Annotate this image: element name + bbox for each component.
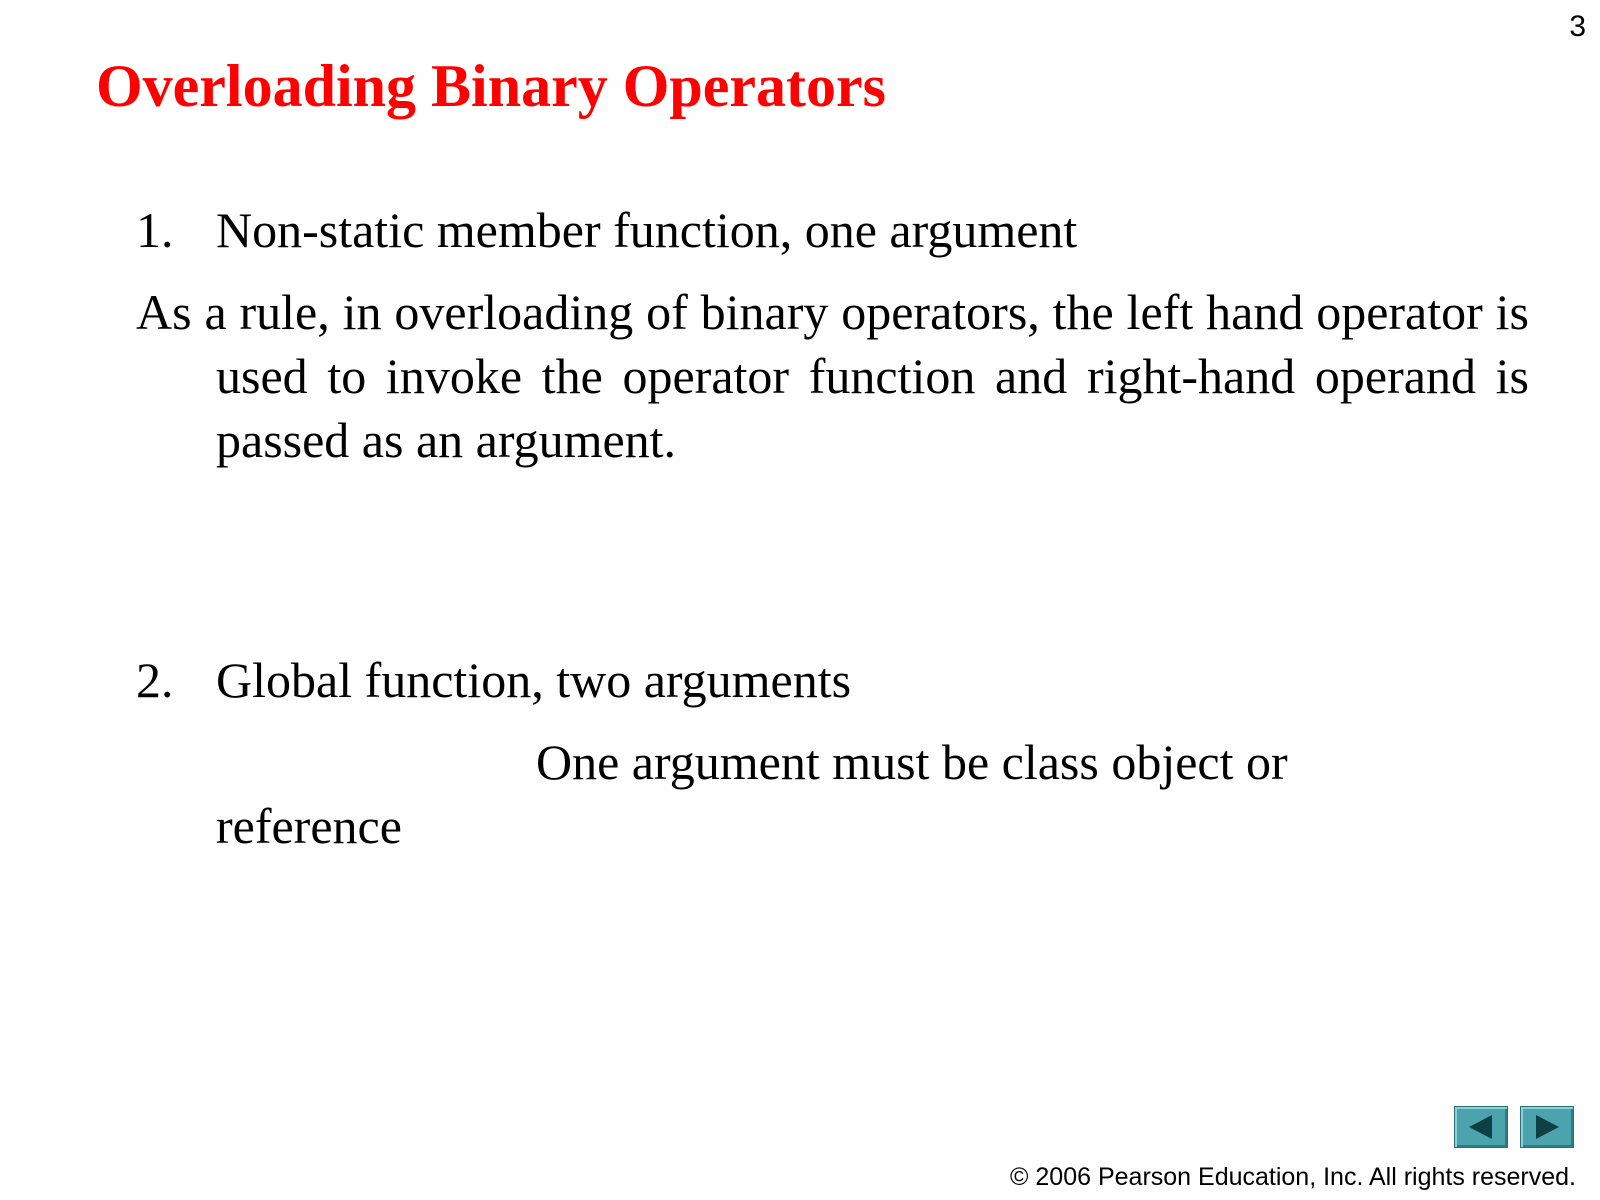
- page-number: 3: [1569, 10, 1586, 43]
- list-item-1: [136, 198, 1077, 262]
- note-line-2: reference: [216, 798, 402, 854]
- list-item-text: Non-static member function, one argument: [216, 202, 1078, 258]
- triangle-left-icon: [1455, 1107, 1507, 1147]
- note-line-1: One argument must be class object or: [536, 734, 1288, 790]
- list-item-text: Global function, two arguments: [216, 652, 852, 708]
- list-item-number: 2.: [136, 652, 174, 708]
- next-slide-button[interactable]: [1520, 1106, 1574, 1148]
- triangle-right-icon: [1521, 1107, 1573, 1147]
- previous-slide-button[interactable]: [1454, 1106, 1508, 1148]
- copyright-notice: © 2006 Pearson Education, Inc. All rights reserved.: [1010, 1163, 1576, 1191]
- rule-paragraph: [136, 280, 1529, 472]
- list-item-number: 1.: [136, 202, 174, 258]
- rule-paragraph-text: As a rule, in overloading of binary operators, the left hand operator is used to invoke the operator function and right-hand operand is passed as an argument.: [136, 284, 1529, 468]
- slide-title: Overloading Binary Operators: [96, 53, 886, 119]
- list-item-2: [136, 648, 851, 712]
